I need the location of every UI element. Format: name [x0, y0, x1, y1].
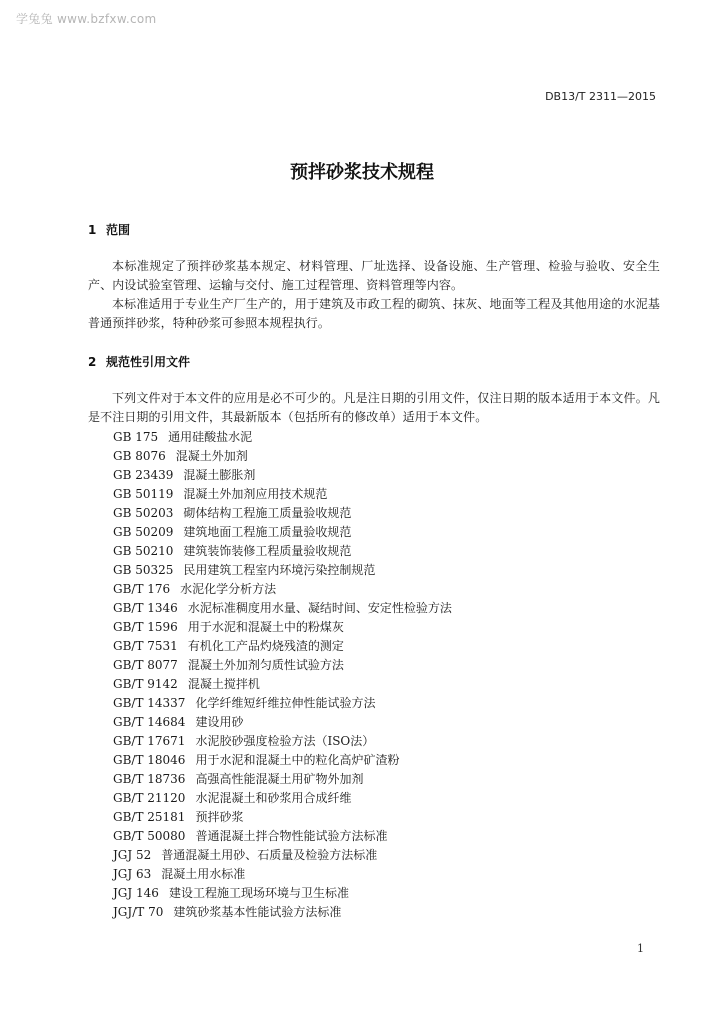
reference-list	[113, 428, 452, 922]
reference-code: GB/T 1346	[113, 601, 178, 615]
reference-code: GB/T 8077	[113, 658, 178, 672]
reference-item	[113, 523, 452, 542]
reference-code: GB/T 18046	[113, 753, 186, 767]
reference-item	[113, 580, 452, 599]
reference-title: 混凝土搅拌机	[187, 677, 260, 691]
reference-item	[113, 542, 452, 561]
reference-code: GB 50209	[113, 525, 174, 539]
section-1-number: 1	[88, 223, 97, 237]
reference-item	[113, 789, 452, 808]
reference-title: 混凝土外加剂应用技术规范	[183, 487, 328, 501]
reference-title: 民用建筑工程室内环境污染控制规范	[183, 563, 376, 577]
reference-code: GB/T 9142	[113, 677, 178, 691]
reference-code: GB/T 176	[113, 582, 171, 596]
reference-item	[113, 618, 452, 637]
reference-code: GB/T 14337	[113, 696, 186, 710]
reference-code: GB/T 21120	[113, 791, 186, 805]
reference-code: GB 50119	[113, 487, 174, 501]
reference-code: JGJ 63	[113, 867, 152, 881]
reference-title: 混凝土外加剂	[175, 449, 248, 463]
reference-code: GB/T 1596	[113, 620, 178, 634]
reference-item	[113, 884, 452, 903]
reference-code: GB/T 25181	[113, 810, 186, 824]
reference-item	[113, 694, 452, 713]
reference-title: 水泥化学分析方法	[180, 582, 277, 596]
reference-item	[113, 751, 452, 770]
reference-code: JGJ/T 70	[113, 905, 164, 919]
reference-title: 有机化工产品灼烧残渣的测定	[187, 639, 344, 653]
reference-item	[113, 846, 452, 865]
reference-item	[113, 656, 452, 675]
reference-item	[113, 504, 452, 523]
reference-item	[113, 428, 452, 447]
section-2-intro: 下列文件对于本文件的应用是必不可少的。凡是注日期的引用文件，仅注日期的版本适用于本文件。凡是不注日期的引用文件，其最新版本（包括所有的修改单）适用于本文件。	[88, 391, 660, 424]
section-2-heading	[88, 353, 190, 370]
reference-item	[113, 903, 452, 922]
reference-title: 建设用砂	[195, 715, 244, 729]
reference-code: GB 50325	[113, 563, 174, 577]
reference-title: 混凝土用水标准	[161, 867, 246, 881]
reference-code: GB 50210	[113, 544, 174, 558]
reference-code: GB 23439	[113, 468, 174, 482]
reference-code: GB 8076	[113, 449, 166, 463]
section-1-title: 范围	[106, 223, 131, 237]
reference-title: 普通混凝土拌合物性能试验方法标准	[195, 829, 388, 843]
reference-item	[113, 447, 452, 466]
reference-code: GB/T 17671	[113, 734, 186, 748]
reference-title: 建筑地面工程施工质量验收规范	[183, 525, 352, 539]
section-2-title: 规范性引用文件	[106, 355, 191, 369]
page-number: 1	[637, 942, 644, 955]
reference-title: 高强高性能混凝土用矿物外加剂	[195, 772, 364, 786]
reference-title: 水泥胶砂强度检验方法（ISO法）	[195, 734, 375, 748]
reference-code: GB 175	[113, 430, 159, 444]
reference-item	[113, 732, 452, 751]
reference-item	[113, 485, 452, 504]
reference-code: GB/T 18736	[113, 772, 186, 786]
reference-title: 混凝土膨胀剂	[183, 468, 256, 482]
document-title: 预拌砂浆技术规程	[290, 162, 434, 183]
reference-title: 通用硅酸盐水泥	[168, 430, 253, 444]
section-1-paragraph-2: 本标准适用于专业生产厂生产的，用于建筑及市政工程的砌筑、抹灰、地面等工程及其他用途的水泥基普通预拌砂浆，特种砂浆可参照本规程执行。	[88, 297, 660, 330]
reference-code: JGJ 146	[113, 886, 159, 900]
reference-code: GB/T 50080	[113, 829, 186, 843]
reference-code: GB/T 7531	[113, 639, 178, 653]
reference-title: 普通混凝土用砂、石质量及检验方法标准	[161, 848, 378, 862]
reference-title: 建筑砂浆基本性能试验方法标准	[173, 905, 342, 919]
standard-code: DB13/T 2311—2015	[545, 90, 656, 103]
reference-item	[113, 561, 452, 580]
reference-item	[113, 865, 452, 884]
section-1-heading	[88, 221, 130, 238]
reference-title: 建筑装饰装修工程质量验收规范	[183, 544, 352, 558]
reference-code: GB 50203	[113, 506, 174, 520]
reference-title: 化学纤维短纤维拉伸性能试验方法	[195, 696, 376, 710]
reference-item	[113, 466, 452, 485]
reference-item	[113, 770, 452, 789]
reference-title: 用于水泥和混凝土中的粒化高炉矿渣粉	[195, 753, 400, 767]
reference-code: GB/T 14684	[113, 715, 186, 729]
section-2-number: 2	[88, 355, 97, 369]
reference-title: 用于水泥和混凝土中的粉煤灰	[187, 620, 344, 634]
reference-item	[113, 599, 452, 618]
reference-item	[113, 827, 452, 846]
watermark: 学兔兔 www.bzfxw.com	[16, 12, 157, 26]
reference-title: 砌体结构工程施工质量验收规范	[183, 506, 352, 520]
reference-item	[113, 713, 452, 732]
reference-item	[113, 637, 452, 656]
reference-title: 预拌砂浆	[195, 810, 244, 824]
reference-title: 混凝土外加剂匀质性试验方法	[187, 658, 344, 672]
reference-item	[113, 808, 452, 827]
section-1-paragraph-1: 本标准规定了预拌砂浆基本规定、材料管理、厂址选择、设备设施、生产管理、检验与验收、安全生产、内设试验室管理、运输与交付、施工过程管理、资料管理等内容。	[88, 259, 660, 292]
reference-title: 水泥标准稠度用水量、凝结时间、安定性检验方法	[187, 601, 452, 615]
reference-title: 水泥混凝土和砂浆用合成纤维	[195, 791, 352, 805]
reference-item	[113, 675, 452, 694]
reference-title: 建设工程施工现场环境与卫生标准	[168, 886, 349, 900]
reference-code: JGJ 52	[113, 848, 152, 862]
